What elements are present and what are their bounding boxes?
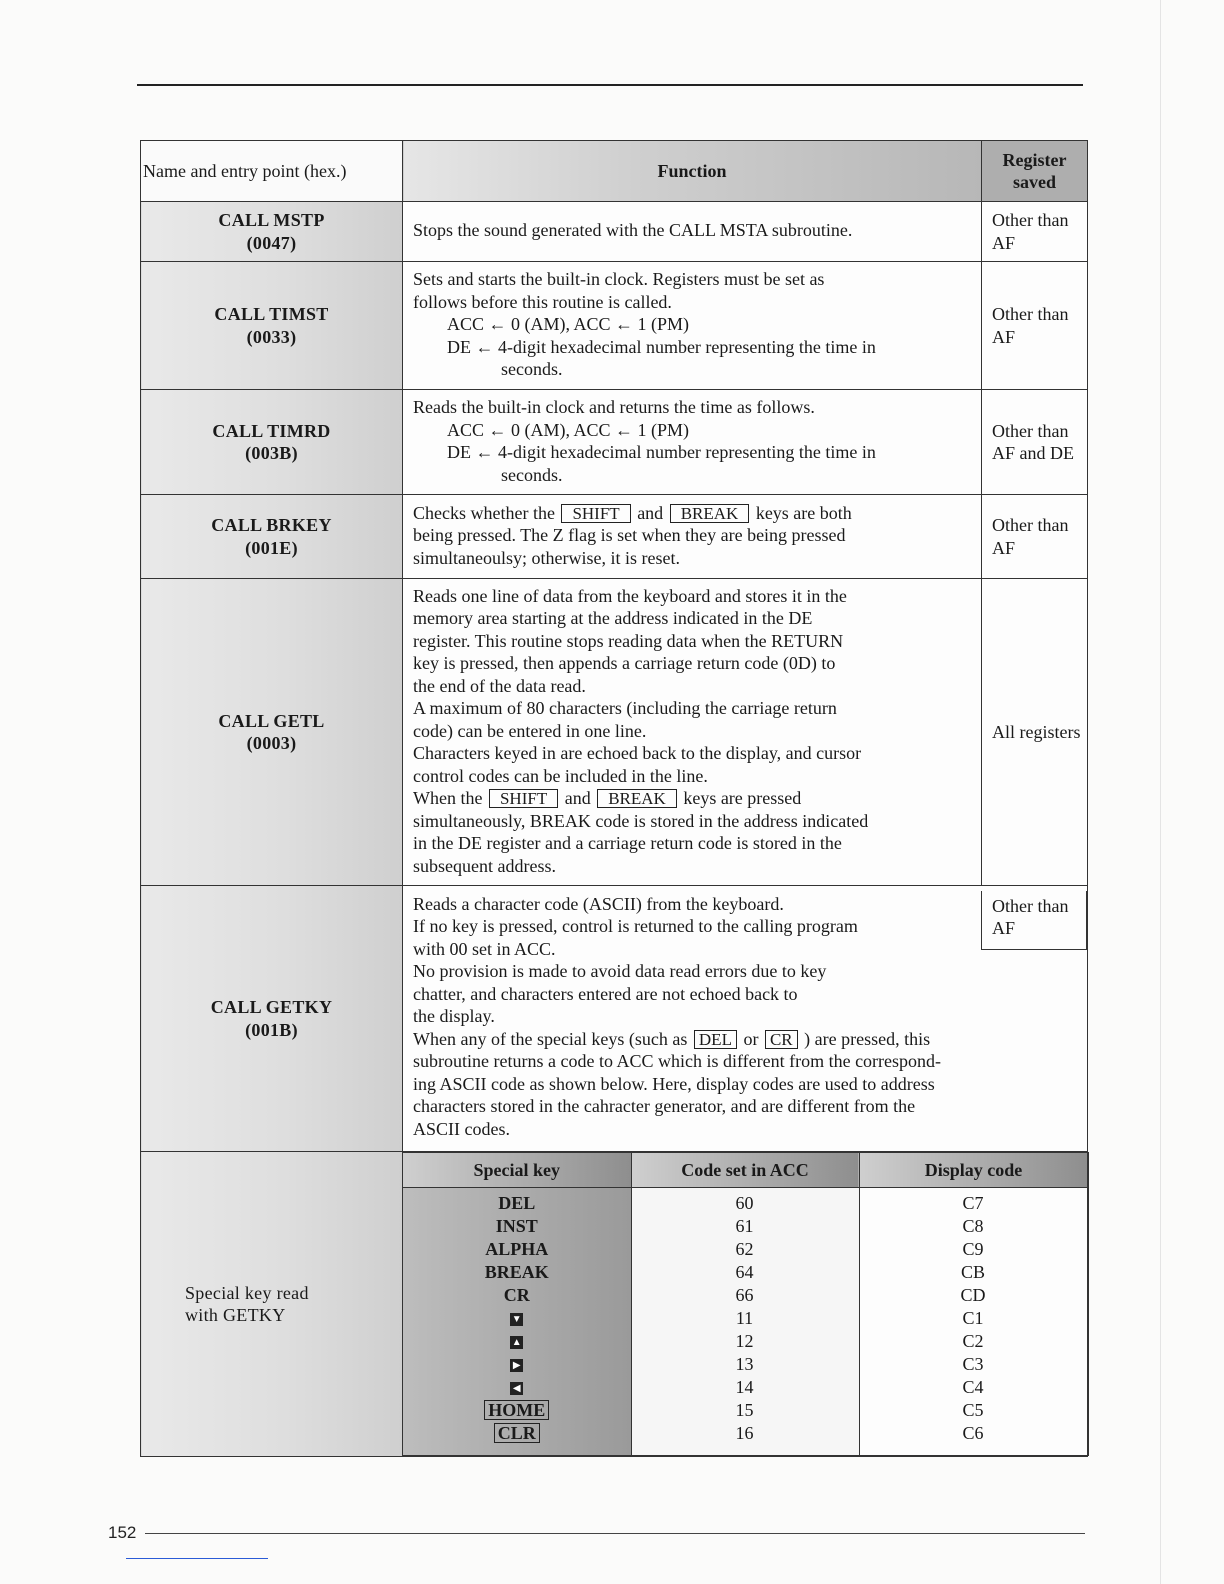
text: ) are pressed, this — [804, 1028, 931, 1049]
key-inst: INST — [495, 1216, 538, 1236]
function-cell — [403, 579, 982, 886]
special-key-table-cell — [403, 1152, 1088, 1457]
function-text: Reads the built-in clock and returns the time as follows. — [413, 397, 815, 417]
shift-key-icon: SHIFT — [489, 789, 558, 808]
function-text: seconds. — [501, 359, 563, 380]
entry-name-cell — [141, 202, 403, 262]
function-text: chatter, and characters entered are not echoed back to — [413, 983, 798, 1004]
special-key-header: Special key — [403, 1153, 631, 1188]
table-row — [141, 262, 1088, 390]
display-code: C4 — [962, 1377, 984, 1397]
entry-name-cell — [141, 886, 403, 1152]
monitor-subroutines-table — [140, 140, 1088, 1457]
function-text: No provision is made to avoid data read errors due to key — [413, 961, 827, 982]
text: keys are both — [755, 502, 852, 523]
function-text: follows before this routine is called. — [413, 291, 672, 312]
acc-code: 11 — [735, 1308, 754, 1328]
register-cell — [981, 891, 1087, 1028]
special-key-column — [403, 1188, 631, 1456]
register-value: Other than AF — [981, 891, 1087, 950]
text: When the — [413, 788, 483, 809]
text: and — [637, 502, 664, 523]
acc-code: 60 — [735, 1193, 754, 1213]
function-text: subsequent address. — [413, 855, 556, 876]
key-alpha: ALPHA — [485, 1239, 549, 1259]
function-cell — [403, 202, 982, 262]
function-text: If no key is pressed, control is returned to the calling program — [413, 916, 858, 937]
routine-name: CALL GETL — [218, 710, 325, 731]
register-cell: Other than AF and DE — [982, 390, 1088, 495]
register-cell: All registers — [982, 579, 1088, 886]
function-text: simultaneously, BREAK code is stored in the address indicated — [413, 810, 869, 831]
bottom-rule — [145, 1533, 1085, 1534]
display-code: C9 — [962, 1239, 984, 1259]
function-text: key is pressed, then appends a carriage return code (0D) to — [413, 653, 836, 674]
function-cell — [403, 262, 982, 390]
entry-name-cell — [141, 390, 403, 495]
key-home — [404, 1399, 630, 1422]
special-key-table — [403, 1152, 1089, 1456]
function-text: in the DE register and a carriage return code is stored in the — [413, 833, 842, 854]
acc-code: 15 — [735, 1400, 754, 1420]
function-text: control codes can be included in the line. — [413, 765, 708, 786]
acc-code: 13 — [735, 1354, 754, 1374]
special-title: Special key read — [185, 1282, 309, 1303]
register-cell: Other than AF — [982, 495, 1088, 579]
page-link-underline — [126, 1558, 268, 1559]
acc-code: 61 — [735, 1216, 754, 1236]
display-code: C3 — [962, 1354, 984, 1374]
display-code: C6 — [962, 1423, 984, 1443]
function-text: register. This routine stops reading data when the RETURN — [413, 630, 844, 651]
top-rule — [137, 84, 1083, 86]
acc-code: 12 — [735, 1331, 754, 1351]
display-code: C2 — [962, 1331, 984, 1351]
display-code: CD — [960, 1285, 986, 1305]
routine-name: CALL TIMRD — [212, 420, 331, 441]
function-text: seconds. — [501, 464, 563, 485]
home-key-icon: HOME — [484, 1400, 549, 1420]
table-header-row — [141, 141, 1088, 202]
cursor-down-icon: ▼ — [511, 1314, 522, 1326]
function-text: A maximum of 80 characters (including the carriage return — [413, 698, 837, 719]
routine-name: CALL GETKY — [210, 997, 333, 1017]
cursor-up-icon: ▲ — [511, 1337, 522, 1349]
function-text: ASCII codes. — [413, 1118, 510, 1139]
display-code-column — [859, 1188, 1088, 1456]
special-subtitle: with GETKY — [185, 1305, 286, 1325]
table-row — [141, 579, 1088, 886]
register-cell: Other than AF — [982, 262, 1088, 390]
entry-point: (0033) — [246, 326, 297, 347]
entry-name-cell — [141, 262, 403, 390]
special-key-name-cell — [141, 1152, 403, 1457]
function-body-wide — [403, 1028, 1087, 1147]
table-row — [141, 202, 1088, 262]
break-key-icon: BREAK — [670, 504, 750, 523]
function-text: with 00 set in ACC. — [413, 938, 556, 959]
entry-name-cell — [141, 579, 403, 886]
display-code: C8 — [962, 1216, 984, 1236]
header-name: Name and entry point (hex.) — [141, 141, 403, 202]
function-text: the display. — [413, 1006, 495, 1027]
function-text: ing ASCII code as shown below. Here, display codes are used to address — [413, 1073, 935, 1094]
function-text — [413, 502, 973, 525]
table-row — [141, 390, 1088, 495]
acc-code-column — [631, 1188, 859, 1456]
acc-code: 14 — [735, 1377, 754, 1397]
routine-name: CALL BRKEY — [211, 515, 332, 535]
display-code: C1 — [962, 1308, 984, 1328]
display-code: CB — [960, 1262, 985, 1282]
function-text: simultaneoulsy; otherwise, it is reset. — [413, 547, 680, 568]
shift-key-icon: SHIFT — [561, 504, 630, 523]
text: and — [564, 788, 591, 809]
key-del: DEL — [498, 1193, 536, 1213]
text: or — [743, 1028, 759, 1049]
function-text — [413, 1028, 1081, 1051]
acc-code-header: Code set in ACC — [631, 1153, 859, 1188]
entry-point: (0003) — [246, 733, 297, 753]
function-cell — [403, 886, 1088, 1152]
function-body — [403, 891, 981, 1028]
acc-code: 66 — [735, 1285, 754, 1305]
header-function: Function — [403, 141, 982, 202]
del-key-icon: DEL — [694, 1030, 737, 1049]
key-break: BREAK — [484, 1262, 549, 1282]
text: When any of the special keys (such as — [413, 1028, 688, 1049]
entry-point: (003B) — [245, 443, 298, 463]
acc-code: 62 — [735, 1239, 754, 1259]
break-key-icon: BREAK — [597, 789, 677, 808]
key-clr — [404, 1422, 630, 1445]
function-text: Characters keyed in are echoed back to the display, and cursor — [413, 743, 862, 764]
page-edge — [1160, 0, 1161, 1584]
function-cell — [403, 495, 982, 579]
entry-point: (0047) — [246, 232, 297, 253]
table-row — [141, 495, 1088, 579]
display-code: C5 — [962, 1400, 984, 1420]
function-text: memory area starting at the address indicated in the DE — [413, 608, 813, 629]
function-text — [413, 787, 973, 810]
acc-code: 64 — [735, 1262, 754, 1282]
entry-name-cell — [141, 495, 403, 579]
text: keys are pressed — [683, 788, 802, 809]
text: Checks whether the — [413, 502, 555, 523]
cursor-right-icon: ▶ — [404, 1353, 630, 1376]
function-text: code) can be entered in one line. — [413, 720, 647, 741]
special-key-row — [141, 1152, 1088, 1457]
routine-name: CALL TIMST — [214, 304, 329, 324]
clr-key-icon: CLR — [494, 1423, 540, 1443]
cr-key-icon: CR — [765, 1030, 798, 1049]
acc-code: 16 — [735, 1423, 754, 1443]
entry-point: (001B) — [245, 1019, 298, 1040]
entry-point: (001E) — [245, 537, 298, 558]
display-code: C7 — [962, 1193, 984, 1213]
function-text: Sets and starts the built-in clock. Registers must be set as — [413, 269, 825, 290]
function-text: ACC ← 0 (AM), ACC ← 1 (PM) — [447, 314, 690, 335]
function-text: the end of the data read. — [413, 675, 586, 696]
table-row — [141, 886, 1088, 1152]
function-text: characters stored in the cahracter generator, and are different from the — [413, 1096, 916, 1117]
routine-name: CALL MSTP — [218, 210, 325, 230]
function-cell — [403, 390, 982, 495]
function-text: ACC ← 0 (AM), ACC ← 1 (PM) — [447, 419, 690, 440]
function-text: Reads a character code (ASCII) from the keyboard. — [413, 893, 784, 914]
function-text: DE ← 4-digit hexadecimal number representing the time in — [447, 336, 876, 357]
cursor-left-icon: ◀ — [404, 1376, 630, 1399]
header-register: Register saved — [982, 141, 1088, 202]
function-text: DE ← 4-digit hexadecimal number representing the time in — [447, 442, 876, 462]
function-text: subroutine returns a code to ACC which is different from the correspond- — [413, 1051, 942, 1072]
display-code-header: Display code — [859, 1153, 1088, 1188]
register-cell: Other than AF — [982, 202, 1088, 262]
function-text: being pressed. The Z flag is set when they are being pressed — [413, 525, 846, 546]
function-text: Reads one line of data from the keyboard and stores it in the — [413, 585, 847, 606]
key-cr: CR — [503, 1285, 530, 1305]
page-number: 152 — [108, 1523, 137, 1542]
function-text: Stops the sound generated with the CALL MSTA subroutine. — [413, 220, 853, 241]
